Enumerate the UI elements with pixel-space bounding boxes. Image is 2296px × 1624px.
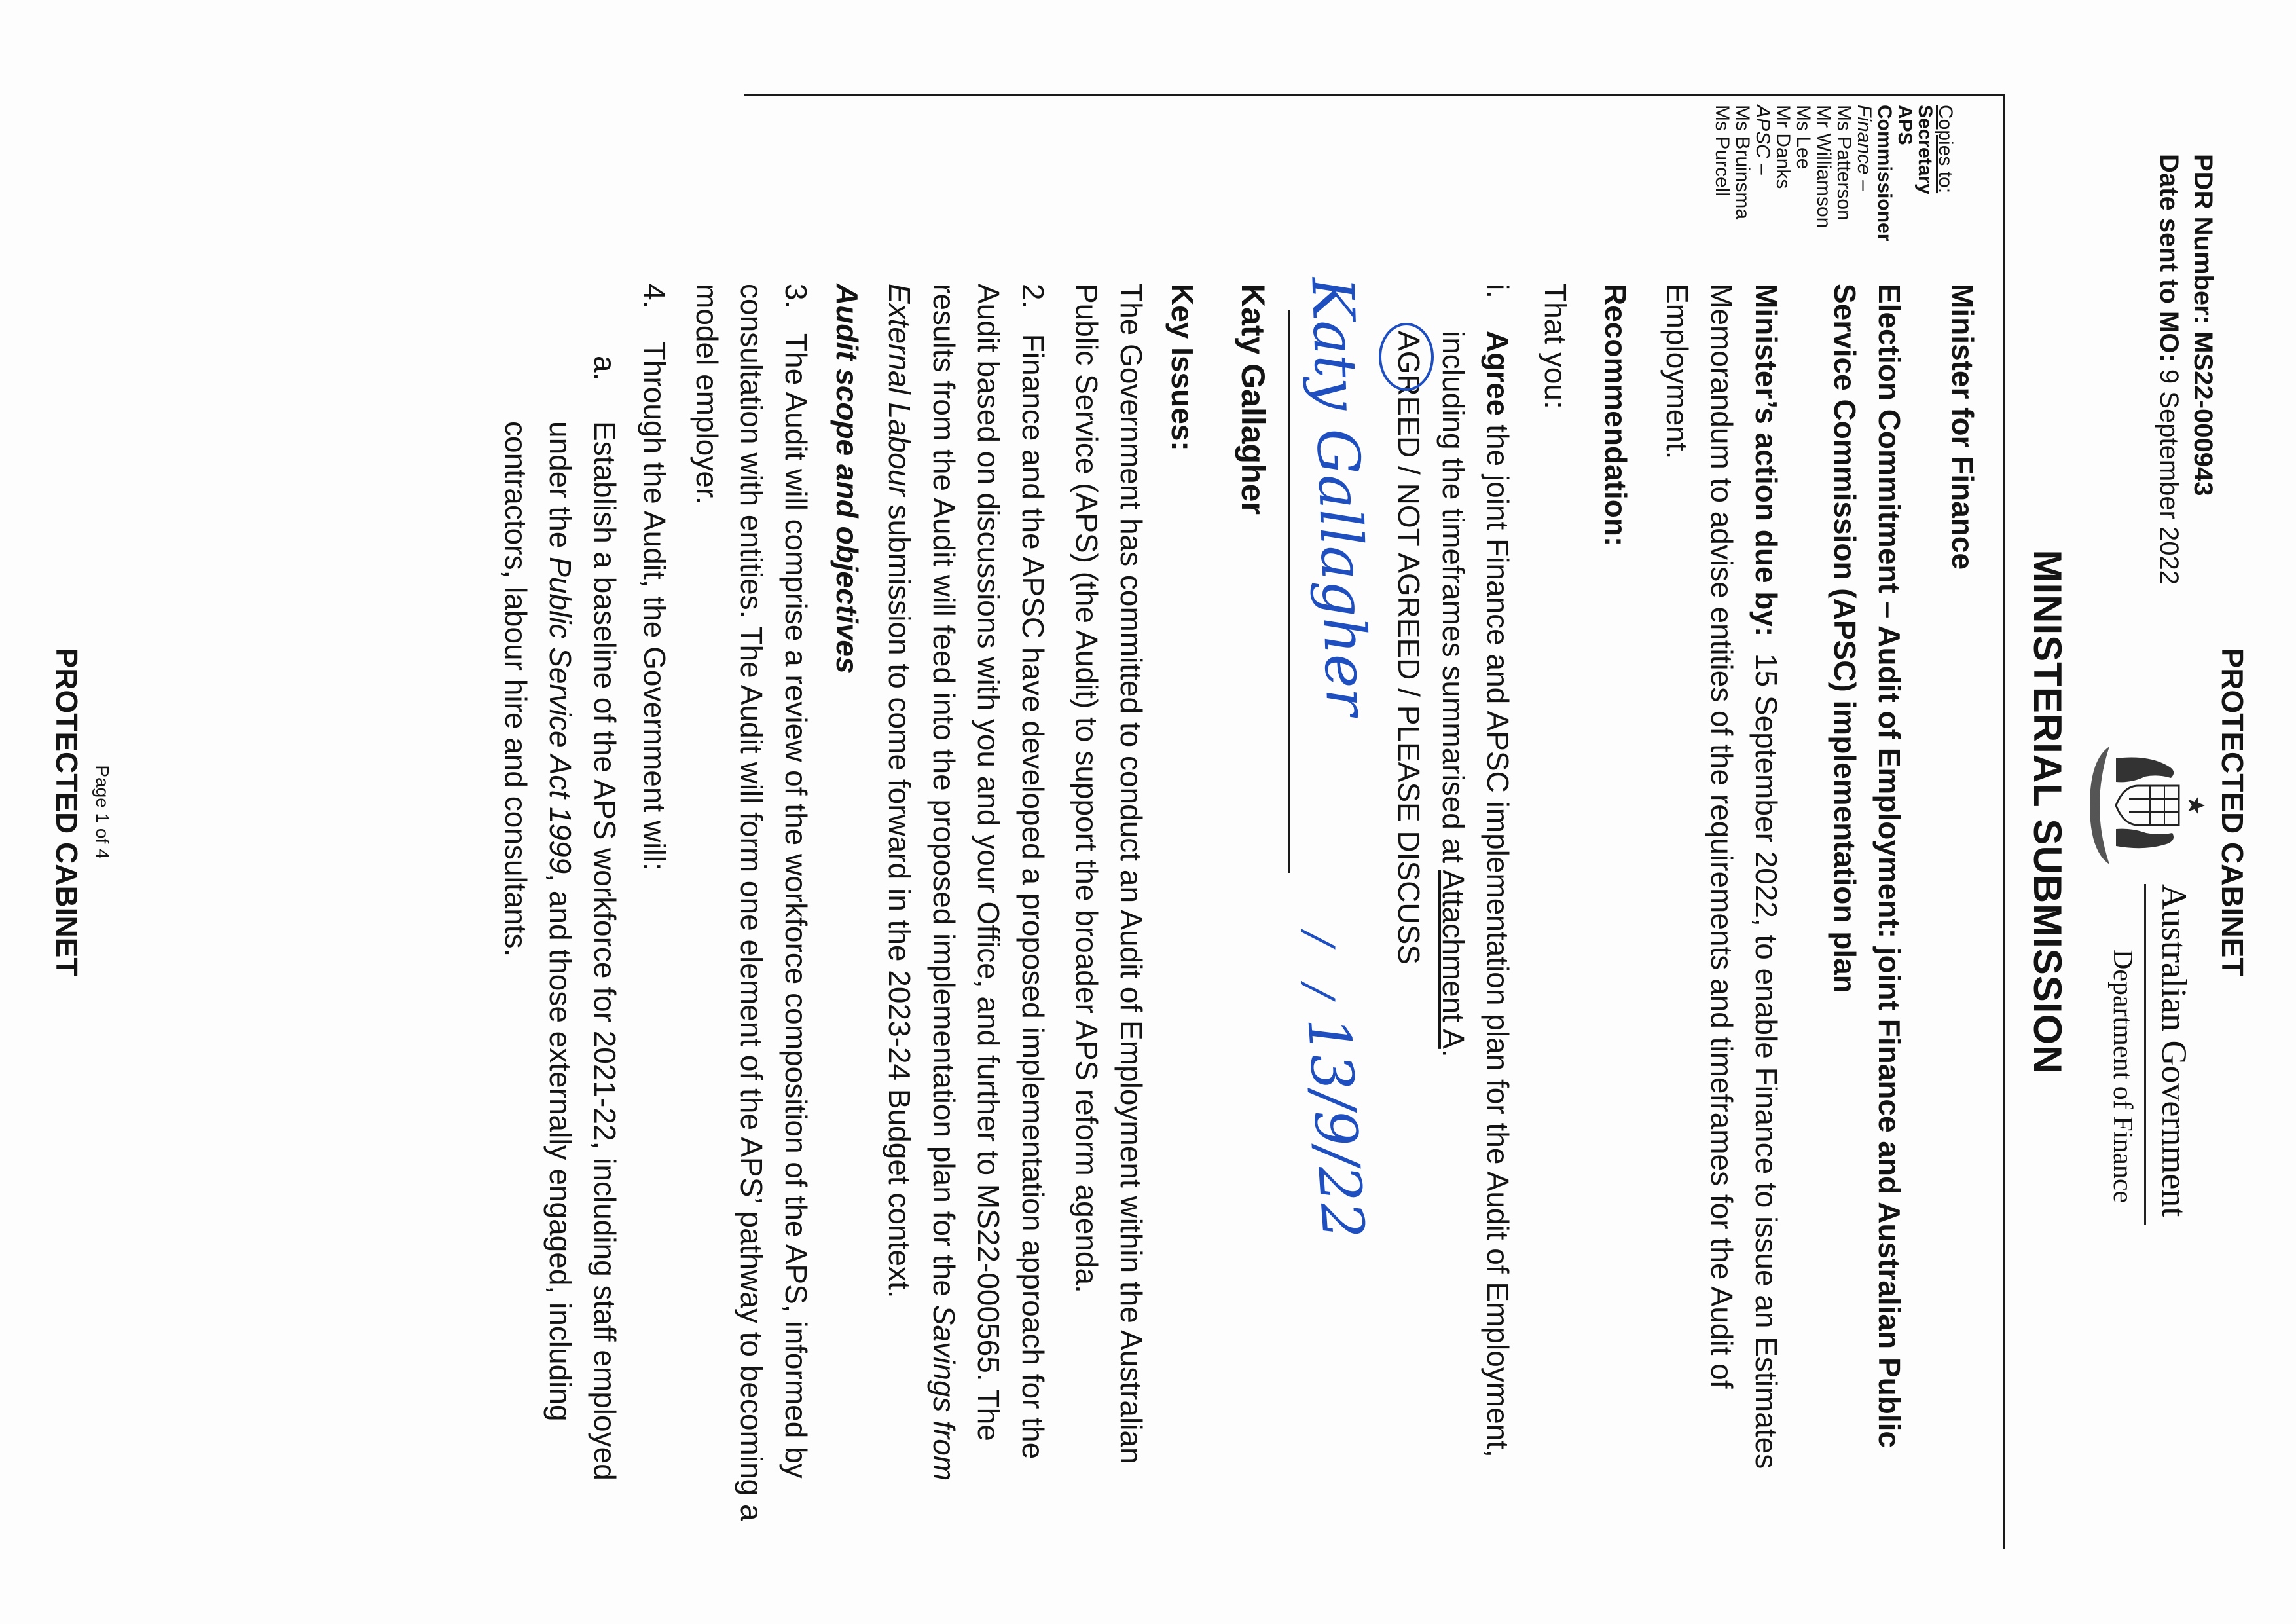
copies-recipient: Mr Williamson [1813,105,1834,229]
subject-line: Election Commitment – Audit of Employment: joint Finance and Australian Public Service Commission (APSC) implementation plan [1828,284,1906,1448]
audit-scope-sub-a: a. Establish a baseline of the APS workforce for 2021-22, including staff employed under the Public Service Act 1999, and those externally engaged, including contractors, labour hire and consultants. [499,356,622,1481]
signoff-block [1230,276,1381,1528]
agency-name: Australian Government [2155,884,2194,1217]
recommendation-heading: Recommendation: [1599,284,1633,547]
header-classification: PROTECTED CABINET [2215,648,2250,976]
page-title: MINISTERIAL SUBMISSION [2026,549,2069,1075]
recommendation-item-number: i. [1481,284,1515,299]
copies-recipient: Mr Danks [1772,105,1794,189]
date-separator-2: / [1294,984,1343,999]
signatory-name: Katy Gallagher [1235,284,1271,515]
recommendation-item: i. Agree the joint Finance and APSC implementation plan for the Audit of Employment, including the timeframes summarised at Attachment A. AGREED / NOT AGREED / PLEASE DISCUSS [1387,284,1520,1528]
pdr-number: PDR Number: MS22-000943 [2189,154,2217,496]
copies-recipients [1712,105,1935,288]
key-issues-para-2: 2. Finance and the APSC have developed a proposed implementation approach for the Audit based on discussions with you and your Office, and further to MS22-000565. The results from the Audit will feed into the proposed implementation plan for the Savings from External Labour submission to come forward in the 2023-24 Budget context. [883,284,1050,1481]
top-rule [2003,94,2005,1549]
date-sent: Date sent to MO: 9 September 2022 [2155,154,2183,585]
copies-recipient: APSC – [1752,105,1774,175]
agreed-circle-mark [1379,323,1434,391]
addressee: Minister for Finance [1946,284,1980,570]
copies-recipient: Ms Bruinsma [1732,105,1753,220]
copies-recipient: Ms Purcell [1711,105,1733,197]
key-issues-heading: Key Issues: [1165,284,1199,451]
signature-line [1288,310,1290,873]
action-due: Minister’s action due by: 15 September 2022, to enable Finance to issue an Estimates Memorandum to advise entities of the requirements and timeframes for the Audit of Employment. [1660,284,1783,1469]
audit-scope-para-4: 4. Through the Audit, the Government will: [638,284,672,871]
attachment-a-link[interactable]: Attachment A [1436,870,1470,1049]
copies-recipient: APS [1894,105,1916,145]
key-issues-para-1: The Government has committed to conduct an Audit of Employment within the Australian Public Service (APS) (the Audit) to support the broader APS reform agenda. [1070,284,1148,1464]
copies-to-label: Copies to: [1935,105,1956,194]
recommendation-options: AGREED / NOT AGREED / PLEASE DISCUSS [1387,331,1431,1528]
main-content [494,276,1985,1528]
copies-recipient: Commissioner [1874,105,1895,242]
footer-classification: PROTECTED CABINET [50,648,84,976]
copies-recipient: Finance – [1853,105,1875,191]
copies-recipient: Ms Patterson [1833,105,1855,221]
date-separator-1: / [1294,932,1343,946]
handwritten-date: 13/9/22 [1294,1014,1377,1242]
audit-scope-para-3: 3. The Audit will comprise a review of the workforce composition of the APS, informed by consultation with entities. The Audit will form one element of the APS’ pathway to becoming a model employer. [690,284,813,1521]
footer-page-number: Page 1 of 4 [92,765,113,859]
commonwealth-coat-of-arms-icon [2083,733,2208,877]
agency-department: Department of Finance [2107,950,2138,1204]
audit-scope-heading: Audit scope and objectives [830,284,864,674]
copies-to-list [1712,105,1956,288]
left-rule [744,94,2005,96]
copies-recipient: Secretary [1914,105,1936,194]
copies-recipient: Ms Lee [1793,105,1814,170]
recommendation-intro: That you: [1539,284,1573,409]
handwritten-signature: Katy Gallagher [1298,276,1381,717]
